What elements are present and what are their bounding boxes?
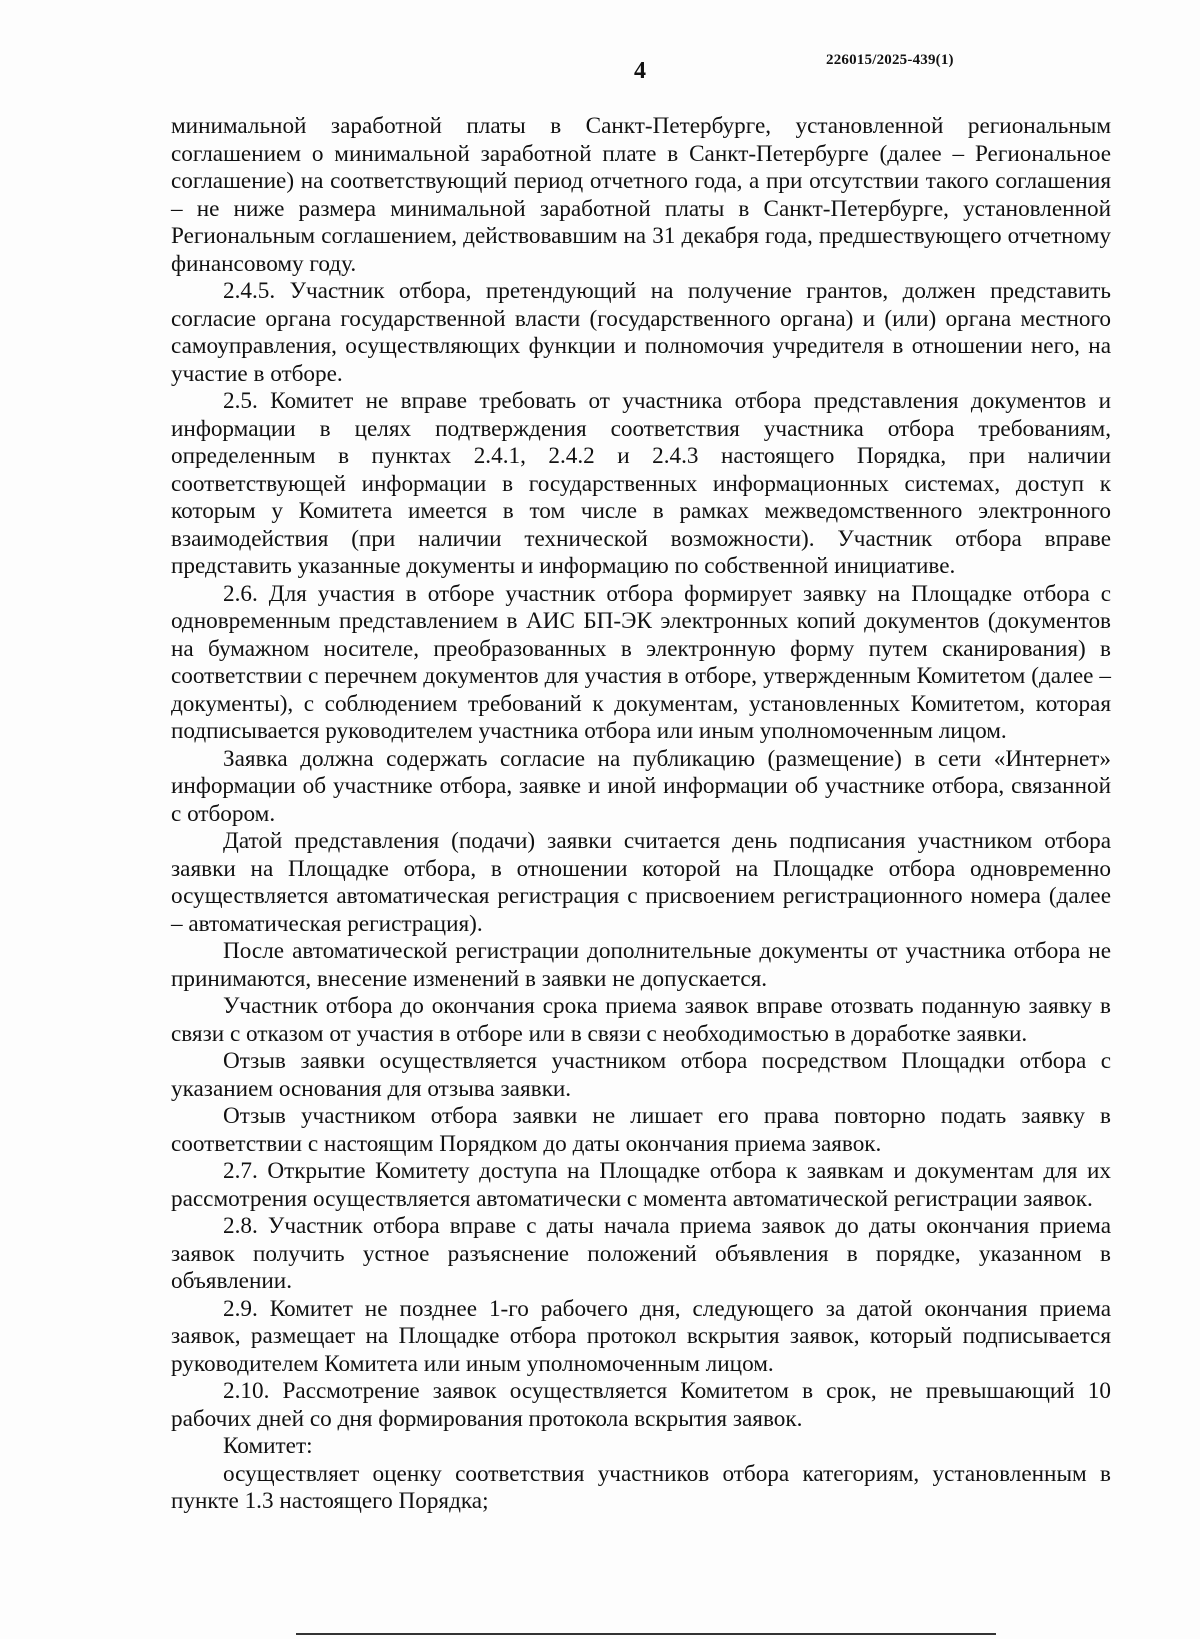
paragraph-2-8: 2.8. Участник отбора вправе с даты начала приема заявок до даты окончания приема заявок получить устное разъяснение положений объявления в порядке, указанном в объявлении. <box>171 1213 1111 1294</box>
paragraph-submission-date: Датой представления (подачи) заявки считается день подписания участником отбора заявки на Площадке отбора, в отношении которой на Площадке отбора одновременно осуществляется автоматическая регистрация с присвоением регистрационного номера (далее – автоматическая регистрация). <box>171 828 1111 937</box>
paragraph-2-5: 2.5. Комитет не вправе требовать от участника отбора представления документов и информации в целях подтверждения соответствия участника отбора требованиям, определенным в пунктах 2.4.1, 2.4.2 и 2.4.3 настоящего Порядка, при наличии соответствующей информации в государственных информационных системах, доступ к которым у Комитета имеется в том числе в рамках межведомственного электронного взаимодействия (при наличии технической возможности). Участник отбора вправе представить указанные документы и информацию по собственной инициативе. <box>171 388 1111 579</box>
bottom-rule <box>296 1633 996 1635</box>
paragraph-committee-evaluates: осуществляет оценку соответствия участников отбора категориям, установленным в пункте 1.3 настоящего Порядка; <box>171 1460 1111 1514</box>
paragraph-committee-label: Комитет: <box>223 1433 313 1459</box>
paragraph-withdraw-right: Участник отбора до окончания срока приема заявок вправе отозвать поданную заявку в связи с отказом от участия в отборе или в связи с необходимостью в доработке заявки. <box>171 993 1111 1047</box>
paragraph-2-10: 2.10. Рассмотрение заявок осуществляется Комитетом в срок, не превышающий 10 рабочих дней со дня формирования протокола вскрытия заявок. <box>171 1378 1111 1432</box>
paragraph-2-4-5: 2.4.5. Участник отбора, претендующий на получение грантов, должен представить согласие органа государственной власти (государственного органа) и (или) органа местного самоуправления, осуществляющих функции и полномочия учредителя в отношении него, на участие в отборе. <box>171 278 1111 387</box>
paragraph-2-9: 2.9. Комитет не позднее 1-го рабочего дня, следующего за датой окончания приема заявок, размещает на Площадке отбора протокол вскрытия заявок, который подписывается руководителем Комитета или иным уполномоченным лицом. <box>171 1295 1111 1377</box>
paragraph-withdraw-procedure: Отзыв заявки осуществляется участником отбора посредством Площадки отбора с указанием основания для отзыва заявки. <box>171 1048 1111 1102</box>
page-number: 4 <box>634 58 646 84</box>
paragraph-after-registration: После автоматической регистрации дополнительные документы от участника отбора не принимаются, внесение изменений в заявки не допускается. <box>171 938 1111 992</box>
paragraph-2-6: 2.6. Для участия в отборе участник отбора формирует заявку на Площадке отбора с одновременным представлением в АИС БП-ЭК электронных копий документов (документов на бумажном носителе, преобразованных в электронную форму путем сканирования) в соответствии с перечнем документов для участия в отборе, утвержденным Комитетом (далее – документы), с соблюдением требований к документам, установленных Комитетом, которая подписывается руководителем участника отбора или иным уполномоченным лицом. <box>171 580 1111 744</box>
paragraph-continuation: минимальной заработной платы в Санкт-Петербурге, установленной региональным соглашением о минимальной заработной плате в Санкт-Петербурге (далее – Региональное соглашение) на соответствующий период отчетного года, а при отсутствии такого соглашения – не ниже размера минимальной заработной платы в Санкт-Петербурге, установленной Региональным соглашением, действовавшим на 31 декабря года, предшествующего отчетному финансовому году. <box>171 113 1111 277</box>
paragraph-resubmit: Отзыв участником отбора заявки не лишает его права повторно подать заявку в соответствии с настоящим Порядком до даты окончания приема заявок. <box>171 1103 1111 1157</box>
paragraph-2-7: 2.7. Открытие Комитету доступа на Площадке отбора к заявкам и документам для их рассмотрения осуществляется автоматически с момента автоматической регистрации заявок. <box>171 1158 1111 1212</box>
document-code: 226015/2025-439(1) <box>826 52 954 68</box>
document-body <box>171 113 1111 1516</box>
paragraph-consent: Заявка должна содержать согласие на публикацию (размещение) в сети «Интернет» информации об участнике отбора, заявке и иной информации об участнике отбора, связанной с отбором. <box>171 745 1111 827</box>
